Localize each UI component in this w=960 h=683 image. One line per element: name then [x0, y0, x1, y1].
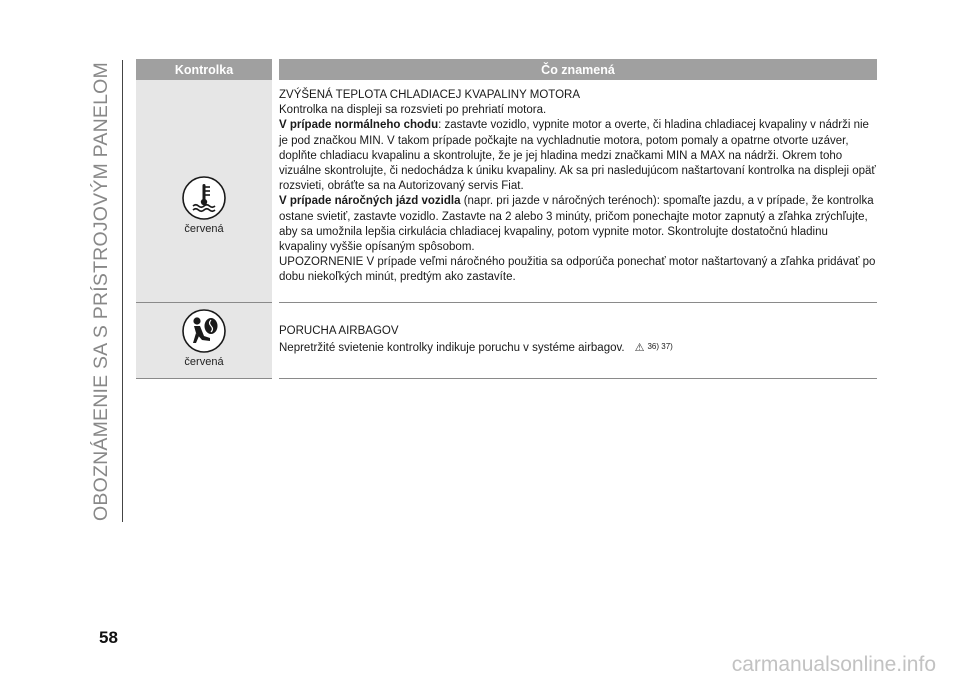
- warning-triangle-icon: ⚠: [634, 342, 645, 355]
- side-section-title-text: OBOZNÁMENIE SA S PRÍSTROJOVÝM PANELOM: [89, 61, 112, 521]
- row-line-with-refs: [279, 339, 877, 356]
- row-line: Nepretržité svietenie kontrolky indikuje poruchu v systéme airbagov.: [279, 342, 625, 355]
- side-section-title: [86, 60, 116, 522]
- row-line: Kontrolka na displeji sa rozsvieti po prehriatí motora.: [279, 104, 547, 117]
- manual-references: 36) 37): [647, 342, 673, 352]
- watermark: carmanualsonline.info: [731, 653, 936, 676]
- caution-paragraph: UPOZORNENIE V prípade veľmi náročného použitia sa odporúča ponechať motor naštartovaný a zľahka pridávať po dobu niekoľkých minút, predtým ako zastavíte.: [279, 256, 876, 284]
- indicator-color-label: červená: [184, 223, 224, 235]
- table-row: [136, 80, 877, 303]
- hard-driving-heading: V prípade náročných jázd vozidla: [279, 195, 461, 208]
- normal-driving-text: : zastavte vozidlo, vypnite motor a overte, či hladina chladiacej kvapaliny v nádrži nie je pod značkou MIN. V takom prípade počkajte na vychladnutie motora, potom pomaly a opatrne otvorte uzáver, doplňte chladiacu kvapalinu a skontrolujte, že je jej hladina medzi značkami MIN a MAX na nádrži. Okrem toho vizuálne skontrolujte, či nedochádza k úniku kvapaliny. Ak sa pri nasledujúcom naštartovaní kontrolka na displeji opäť rozsvieti, obráťte sa na Autorizovaný servis Fiat.: [279, 119, 876, 193]
- indicator-cell: [136, 303, 276, 379]
- row-title: PORUCHA AIRBAGOV: [279, 325, 399, 337]
- row-title: ZVÝŠENÁ TEPLOTA CHLADIACEJ KVAPALINY MOTORA: [279, 89, 581, 101]
- hard-driving-text: (napr. pri jazde v náročných terénoch): spomaľte jazdu, a v prípade, že kontrolka ostane svietiť, zastavte vozidlo. Zastavte na 2 alebo 3 minúty, pričom ponechajte motor zapnutý a zľahka zrýchľujte, aby sa umožnila lepšia cirkulácia chladiacej kvapaliny, potom vypnite motor. Skontrolujte dostatočnú hladinu kvapaliny vyššie opísaným spôsobom.: [279, 195, 874, 254]
- header-indicator: Kontrolka: [136, 59, 276, 80]
- meaning-cell: [276, 80, 878, 303]
- table-row: [136, 303, 877, 379]
- indicator-cell: [136, 80, 276, 303]
- normal-driving-heading: V prípade normálneho chodu: [279, 119, 439, 132]
- table-header-row: [136, 59, 877, 80]
- indicator-color-label: červená: [184, 356, 224, 368]
- normal-driving-paragraph: [279, 118, 877, 194]
- hard-driving-paragraph: [279, 194, 877, 255]
- page-number: 58: [99, 628, 118, 647]
- side-divider-line: [122, 60, 123, 522]
- airbag-warning-icon: [182, 309, 226, 353]
- coolant-temperature-icon: [182, 176, 226, 220]
- meaning-cell: [276, 303, 878, 379]
- header-meaning: Čo znamená: [276, 59, 878, 80]
- warning-lights-table: [136, 59, 877, 379]
